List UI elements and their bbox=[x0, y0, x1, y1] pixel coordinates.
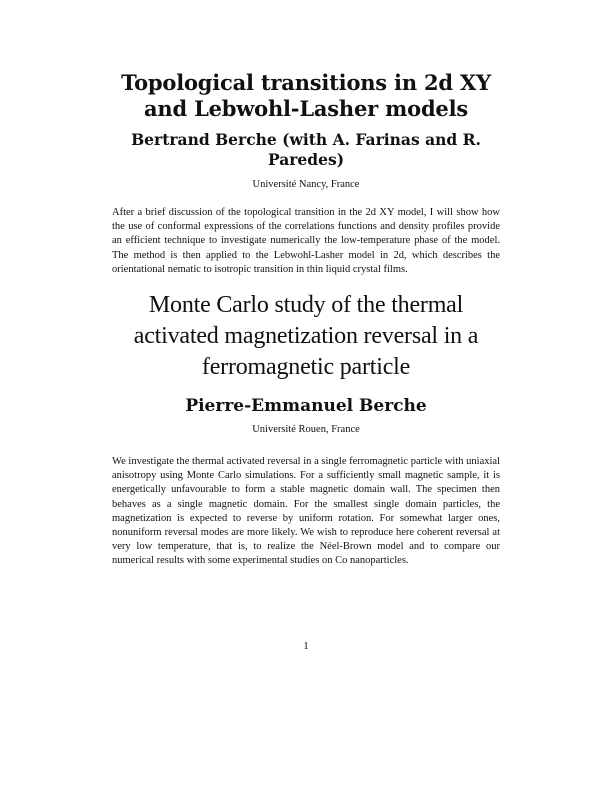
abstract-monte-carlo-study bbox=[112, 290, 500, 569]
abstract-affiliation: Université Nancy, France bbox=[252, 179, 360, 190]
abstract-author: Bertrand Berche (with A. Farinas and R. Paredes) bbox=[131, 130, 481, 169]
abstract-body: After a brief discussion of the topological transition in the 2d XY model, I will show how the use of conformal expressions of the correlations functions and density profiles provide an efficient technique to investigate numerically the low-temperature phase of the model. The method is then applied to the Lebwohl-Lasher model in 2d, which describes the orientational nematic to isotropic transition in thin liquid crystal films. bbox=[112, 207, 500, 275]
abstract-topological-transitions bbox=[112, 70, 500, 277]
page-number: 1 bbox=[303, 640, 309, 652]
abstract-title: Monte Carlo study of the thermal activated magnetization reversal in a ferromagnetic particle bbox=[133, 292, 479, 380]
abstract-body: We investigate the thermal activated reversal in a single ferromagnetic particle with uniaxial anisotropy using Monte Carlo simulations. For a sufficiently small magnetic sample, it is energetically unfavourable to form a stable magnetic domain wall. The specimen then behaves as a single magnetic domain. For the smallest single domain particles, the magnetization is expected to reverse by uniform rotation. For somewhat larger ones, nonuniform reversal modes are more likely. We wish to reproduce here coherent reversal at very low temperature, that is, to realize the Néel-Brown model and to compare our numerical results with some experimental studies on Co nanoparticles. bbox=[112, 456, 500, 567]
abstract-author: Pierre-Emmanuel Berche bbox=[185, 396, 427, 416]
abstract-title: Topological transitions in 2d XY and Lebwohl-Lasher models bbox=[121, 70, 491, 121]
abstract-affiliation: Université Rouen, France bbox=[252, 424, 360, 435]
